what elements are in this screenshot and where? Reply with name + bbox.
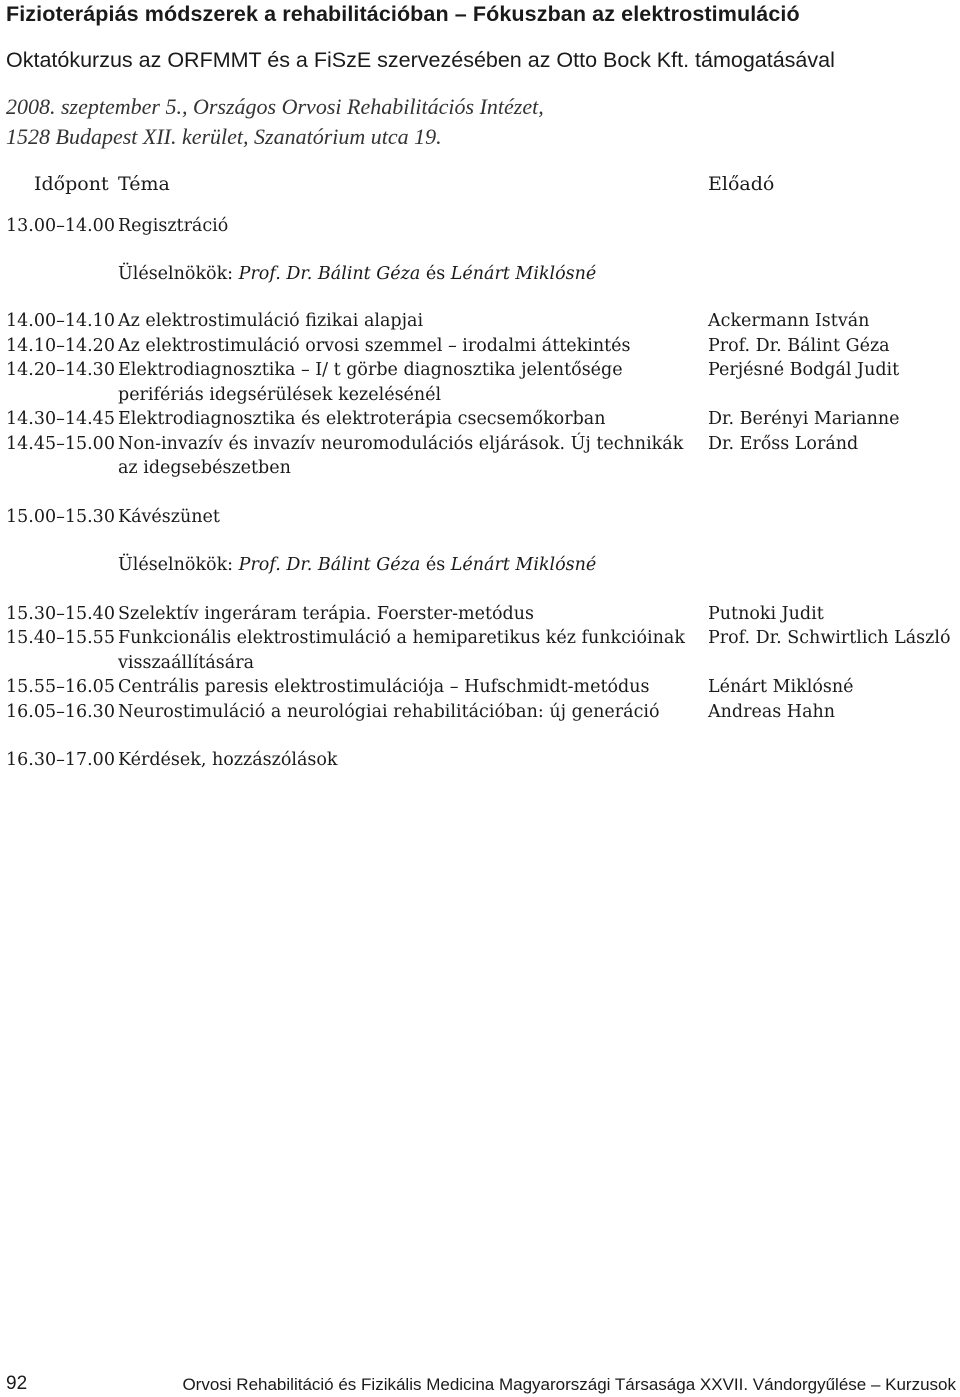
talk-time: 14.45–15.00 xyxy=(6,433,115,454)
coffee-break-topic: Kávészünet xyxy=(118,506,220,527)
session2-chairs xyxy=(6,553,956,578)
talk-topic: Funkcionális elektrostimuláció a hemiparetikus kéz funkcióinak visszaállítására xyxy=(118,628,685,673)
program-row xyxy=(6,334,956,359)
talk-topic: Szelektív ingeráram terápia. Foerster-metódus xyxy=(118,603,534,624)
talk-time: 15.40–15.55 xyxy=(6,628,115,648)
spacer xyxy=(6,529,956,553)
program-table xyxy=(6,172,956,773)
talk-speaker: Lénárt Miklósné xyxy=(708,677,854,697)
session1-chairs xyxy=(6,262,956,287)
talk-time: 16.05–16.30 xyxy=(6,701,115,722)
talk-topic: Elektrodiagnosztika és elektroterápia csecsemőkorban xyxy=(118,409,606,429)
page-subtitle: Oktatókurzus az ORFMMT és a FiSzE szervezésében az Otto Bock Kft. támogatásával xyxy=(6,48,835,72)
chairs-label: Üléselnökök: xyxy=(118,263,234,284)
chairs-conjunction: és xyxy=(425,555,446,575)
talk-topic: Elektrodiagnosztika – I/ t görbe diagnosztika jelentősége perifériás idegsérülések kezelésénél xyxy=(118,360,623,405)
event-date-venue: 2008. szeptember 5., Országos Orvosi Rehabilitációs Intézet, xyxy=(6,94,544,119)
talk-topic: Az elektrostimuláció fizikai alapjai xyxy=(118,311,424,331)
column-header-time: Időpont xyxy=(34,173,109,195)
talk-speaker: Ackermann István xyxy=(708,311,870,331)
footer-publication: Orvosi Rehabilitáció és Fizikális Medicina Magyarországi Társasága XXVII. Vándorgyűlése – Kurzusok xyxy=(182,1375,956,1394)
program-row xyxy=(6,309,956,334)
program-row xyxy=(6,407,956,432)
talk-speaker: Perjésné Bodgál Judit xyxy=(708,360,900,380)
column-header-speaker: Előadó xyxy=(708,173,775,195)
page-title: Fizioterápiás módszerek a rehabilitációban – Fókuszban az elektrostimuláció xyxy=(6,2,800,26)
talk-time: 14.30–14.45 xyxy=(6,409,115,429)
talk-time: 14.00–14.10 xyxy=(6,311,115,331)
talk-time: 14.10–14.20 xyxy=(6,335,115,356)
coffee-break-row xyxy=(6,505,956,530)
chairs-conjunction: és xyxy=(425,263,446,284)
spacer xyxy=(6,239,956,262)
chair-name: Lénárt Miklósné xyxy=(450,263,597,284)
spacer xyxy=(6,202,956,214)
questions-time: 16.30–17.00 xyxy=(6,750,115,770)
spacer xyxy=(6,481,956,505)
questions-row xyxy=(6,748,956,773)
talk-speaker: Putnoki Judit xyxy=(708,603,824,624)
talk-topic: Az elektrostimuláció orvosi szemmel – irodalmi áttekintés xyxy=(118,335,631,356)
talk-topic: Non-invazív és invazív neuromodulációs eljárások. Új technikák az idegsebészetben xyxy=(118,433,684,478)
talk-time: 14.20–14.30 xyxy=(6,360,115,380)
registration-topic: Regisztráció xyxy=(118,216,229,236)
registration-row xyxy=(6,214,956,239)
program-row xyxy=(6,432,956,481)
program-row xyxy=(6,700,956,725)
chairs-label: Üléselnökök: xyxy=(118,555,234,575)
event-address: 1528 Budapest XII. kerület, Szanatórium utca 19. xyxy=(6,124,442,149)
talk-speaker: Andreas Hahn xyxy=(708,701,836,722)
program-row xyxy=(6,626,956,675)
talk-time: 15.55–16.05 xyxy=(6,677,115,697)
chair-name: Prof. Dr. Bálint Géza xyxy=(238,263,421,284)
talk-speaker: Dr. Erőss Loránd xyxy=(708,433,859,454)
spacer xyxy=(6,724,956,748)
coffee-break-time: 15.00–15.30 xyxy=(6,506,115,527)
program-row xyxy=(6,358,956,407)
column-header-topic: Téma xyxy=(118,173,170,195)
page-number: 92 xyxy=(6,1373,28,1394)
program-row xyxy=(6,602,956,627)
talk-topic: Neurostimuláció a neurológiai rehabilitációban: új generáció xyxy=(118,701,660,722)
event-info xyxy=(6,92,544,152)
talk-speaker: Prof. Dr. Schwirtlich László xyxy=(708,628,951,648)
talk-topic: Centrális paresis elektrostimulációja – Hufschmidt-metódus xyxy=(118,677,650,697)
chair-name: Lénárt Miklósné xyxy=(450,555,597,575)
talk-speaker: Prof. Dr. Bálint Géza xyxy=(708,335,890,356)
talk-speaker: Dr. Berényi Marianne xyxy=(708,409,900,429)
program-row xyxy=(6,675,956,700)
program-header-row xyxy=(6,172,956,202)
spacer xyxy=(6,578,956,602)
talk-time: 15.30–15.40 xyxy=(6,603,115,624)
registration-time: 13.00–14.00 xyxy=(6,216,115,236)
chair-name: Prof. Dr. Bálint Géza xyxy=(238,555,421,575)
questions-topic: Kérdések, hozzászólások xyxy=(118,750,338,770)
spacer xyxy=(6,286,956,309)
